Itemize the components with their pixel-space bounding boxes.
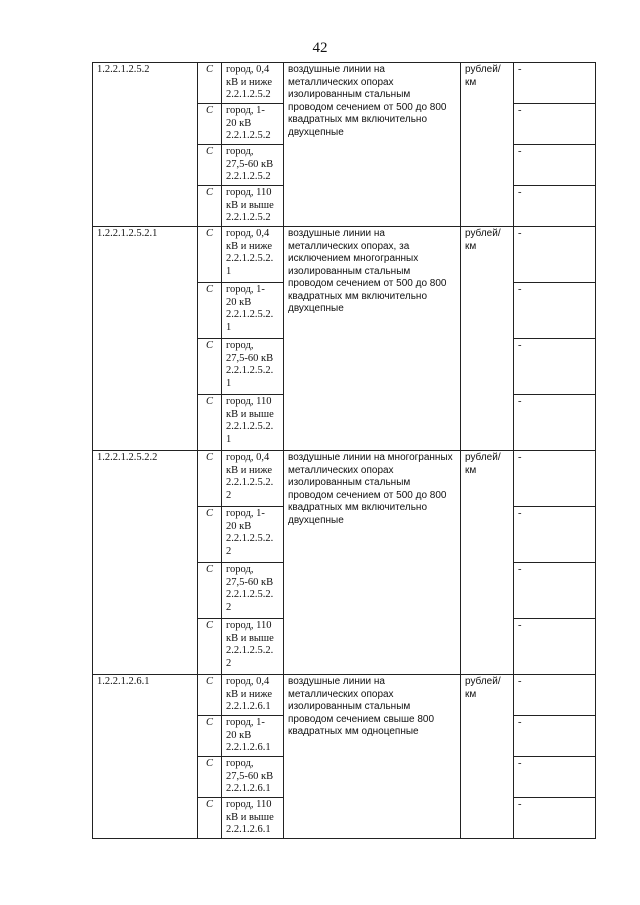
unit-of-measure: рублей/ км [461, 675, 514, 839]
subcategory-cell [222, 451, 284, 507]
unit-of-measure: рублей/ км [461, 63, 514, 227]
subcategory-line: 1 [226, 265, 232, 277]
category-letter: С [198, 145, 222, 186]
subcategory-line: 20 кВ [226, 520, 252, 532]
rate-value: - [514, 395, 596, 451]
subcategory-line: кВ и выше [226, 408, 274, 420]
rate-value: - [514, 675, 596, 716]
subcategory-line: 2.2.1.2.5.2. [226, 309, 274, 320]
subcategory-line: 20 кВ [226, 296, 252, 308]
subcategory-line: город, 0,4 [226, 64, 270, 75]
subcategory-line: город, 1- [226, 105, 265, 116]
subcategory-line: кВ и ниже [226, 464, 272, 476]
subcategory-line: 27,5-60 кВ [226, 158, 274, 170]
category-letter: С [198, 104, 222, 145]
subcategory-line: кВ и ниже [226, 240, 272, 252]
rate-value: - [514, 63, 596, 104]
subcategory-cell [222, 227, 284, 283]
subcategory-line: город, 1- [226, 508, 265, 519]
subcategory-line: 2 [226, 489, 232, 501]
subcategory-line: 2.2.1.2.6.1 [226, 742, 271, 753]
subcategory-line: 2.2.1.2.5.2. [226, 365, 274, 376]
subcategory-line: 2.2.1.2.5.2. [226, 477, 274, 488]
subcategory-line: 2.2.1.2.5.2 [226, 89, 271, 100]
rate-value: - [514, 507, 596, 563]
category-letter: С [198, 507, 222, 563]
subcategory-line: 2.2.1.2.5.2 [226, 130, 271, 141]
subcategory-line: 27,5-60 кВ [226, 770, 274, 782]
subcategory-line: кВ и ниже [226, 76, 272, 88]
subcategory-cell [222, 395, 284, 451]
subcategory-line: город, 0,4 [226, 228, 270, 239]
subcategory-cell [222, 757, 284, 798]
item-description: воздушные линии на металлических опорах изолированным стальным проводом сечением от 500 до 800 квадратных мм включительно двухцепные [284, 63, 461, 227]
subcategory-line: кВ и выше [226, 199, 274, 211]
subcategory-line: 2 [226, 601, 232, 613]
subcategory-line: город, 110 [226, 620, 272, 631]
subcategory-line: город, 110 [226, 396, 272, 407]
subcategory-line: 2 [226, 657, 232, 669]
unit-of-measure: рублей/ км [461, 227, 514, 451]
category-letter: С [198, 227, 222, 283]
category-letter: С [198, 675, 222, 716]
rates-table [92, 62, 596, 839]
subcategory-line: 2.2.1.2.5.2. [226, 253, 274, 264]
subcategory-line: 2.2.1.2.6.1 [226, 824, 271, 835]
rate-value: - [514, 227, 596, 283]
category-letter: С [198, 283, 222, 339]
category-letter: С [198, 798, 222, 839]
subcategory-line: 2.2.1.2.5.2. [226, 645, 274, 656]
subcategory-line: город, 110 [226, 187, 272, 198]
subcategory-line: 2.2.1.2.6.1 [226, 701, 271, 712]
subcategory-line: город, 0,4 [226, 676, 270, 687]
item-code: 1.2.2.1.2.5.2 [93, 63, 198, 227]
subcategory-line: 2.2.1.2.5.2. [226, 533, 274, 544]
unit-of-measure: рублей/ км [461, 451, 514, 675]
subcategory-line: город, [226, 564, 254, 575]
subcategory-line: 27,5-60 кВ [226, 576, 274, 588]
subcategory-cell [222, 798, 284, 839]
item-code: 1.2.2.1.2.6.1 [93, 675, 198, 839]
subcategory-cell [222, 339, 284, 395]
item-code: 1.2.2.1.2.5.2.1 [93, 227, 198, 451]
category-letter: С [198, 451, 222, 507]
subcategory-line: 2.2.1.2.5.2. [226, 421, 274, 432]
subcategory-line: кВ и выше [226, 632, 274, 644]
subcategory-line: город, 1- [226, 284, 265, 295]
subcategory-line: город, [226, 146, 254, 157]
rate-value: - [514, 757, 596, 798]
category-letter: С [198, 619, 222, 675]
rates-table-body [93, 63, 596, 839]
subcategory-cell [222, 104, 284, 145]
category-letter: С [198, 563, 222, 619]
rate-value: - [514, 339, 596, 395]
subcategory-cell [222, 619, 284, 675]
subcategory-line: 1 [226, 433, 232, 445]
page-number: 42 [312, 40, 328, 56]
subcategory-cell [222, 563, 284, 619]
subcategory-line: 2.2.1.2.5.2 [226, 171, 271, 182]
rate-value: - [514, 619, 596, 675]
category-letter: С [198, 757, 222, 798]
subcategory-line: 1 [226, 321, 232, 333]
subcategory-cell [222, 186, 284, 227]
category-letter: С [198, 716, 222, 757]
subcategory-cell [222, 675, 284, 716]
rate-value: - [514, 563, 596, 619]
subcategory-line: город, 0,4 [226, 452, 270, 463]
rate-value: - [514, 104, 596, 145]
subcategory-line: город, 110 [226, 799, 272, 810]
subcategory-cell [222, 145, 284, 186]
table-row [93, 675, 596, 716]
subcategory-cell [222, 63, 284, 104]
rate-value: - [514, 451, 596, 507]
rate-value: - [514, 716, 596, 757]
subcategory-line: 27,5-60 кВ [226, 352, 274, 364]
subcategory-line: 20 кВ [226, 729, 252, 741]
subcategory-line: 1 [226, 377, 232, 389]
rate-value: - [514, 283, 596, 339]
category-letter: С [198, 395, 222, 451]
category-letter: С [198, 63, 222, 104]
item-code: 1.2.2.1.2.5.2.2 [93, 451, 198, 675]
item-description: воздушные линии на металлических опорах, за исключением многогранных изолированным стальным проводом сечением от 500 до 800 квадратных мм включительно двухцепные [284, 227, 461, 451]
subcategory-line: 2.2.1.2.5.2. [226, 589, 274, 600]
subcategory-line: город, [226, 340, 254, 351]
category-letter: С [198, 186, 222, 227]
subcategory-line: город, 1- [226, 717, 265, 728]
subcategory-line: 2.2.1.2.5.2 [226, 212, 271, 223]
item-description: воздушные линии на металлических опорах изолированным стальным проводом сечением свыше 800 квадратных мм одноцепные [284, 675, 461, 839]
subcategory-cell [222, 716, 284, 757]
subcategory-line: 20 кВ [226, 117, 252, 129]
table-row [93, 63, 596, 104]
subcategory-line: кВ и выше [226, 811, 274, 823]
table-row [93, 451, 596, 507]
rate-value: - [514, 145, 596, 186]
item-description: воздушные линии на многогранных металлических опорах изолированным стальным проводом сечением от 500 до 800 квадратных мм включительно двухцепные [284, 451, 461, 675]
subcategory-line: кВ и ниже [226, 688, 272, 700]
category-letter: С [198, 339, 222, 395]
table-row [93, 227, 596, 283]
rate-value: - [514, 798, 596, 839]
subcategory-cell [222, 283, 284, 339]
subcategory-line: 2.2.1.2.6.1 [226, 783, 271, 794]
rate-value: - [514, 186, 596, 227]
subcategory-line: город, [226, 758, 254, 769]
subcategory-cell [222, 507, 284, 563]
subcategory-line: 2 [226, 545, 232, 557]
